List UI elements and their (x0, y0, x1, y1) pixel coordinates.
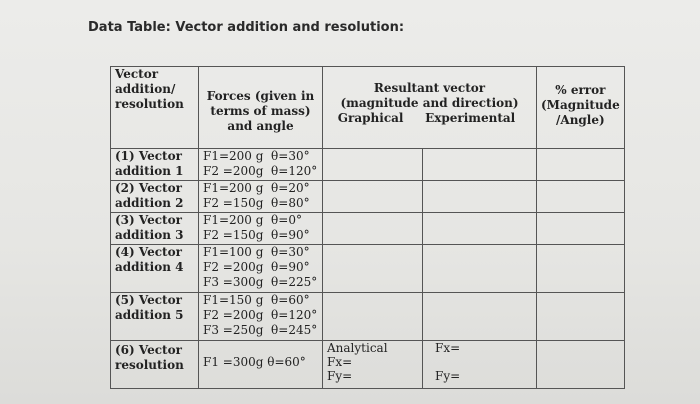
page-title: Data Table: Vector addition and resolution: (88, 20, 405, 35)
cell-error (537, 149, 625, 181)
row-label: (1) Vector addition 1 (111, 149, 199, 181)
data-table (110, 66, 625, 389)
cell-experimental (423, 213, 537, 245)
cell-graphical (323, 245, 423, 293)
cell-graphical (323, 181, 423, 213)
cell-experimental (423, 245, 537, 293)
graphical-label: Graphical (337, 111, 404, 125)
table-row (111, 293, 625, 341)
row-forces: F1=100 g θ=30° F2 =200g θ=90° F3 =300g θ=225° (199, 245, 323, 293)
resultant-label: Resultant vector (magnitude and direction) (340, 81, 519, 110)
row-forces: F1=200 g θ=30° F2 =200g θ=120° (199, 149, 323, 181)
cell-experimental-fx-fy: Fx= Fy= (423, 341, 537, 389)
row-label: (2) Vector addition 2 (111, 181, 199, 213)
header-resultant (323, 67, 537, 149)
table-row (111, 245, 625, 293)
row-label: (3) Vector addition 3 (111, 213, 199, 245)
header-forces: Forces (given in terms of mass) and angle (199, 67, 323, 149)
table-row (111, 213, 625, 245)
cell-experimental (423, 181, 537, 213)
cell-experimental (423, 293, 537, 341)
row-forces: F1=200 g θ=20° F2 =150g θ=80° (199, 181, 323, 213)
experimental-label: Experimental (425, 111, 516, 125)
row-label: (4) Vector addition 4 (111, 245, 199, 293)
row-forces: F1=200 g θ=0° F2 =150g θ=90° (199, 213, 323, 245)
resolution-row (111, 341, 625, 389)
cell-error (537, 181, 625, 213)
cell-error (537, 293, 625, 341)
cell-graphical (323, 293, 423, 341)
header-error: % error (Magnitude /Angle) (537, 67, 625, 149)
table-row (111, 149, 625, 181)
header-vector-addition: Vector addition/ resolution (111, 67, 199, 149)
row-label: (5) Vector addition 5 (111, 293, 199, 341)
cell-graphical (323, 149, 423, 181)
cell-analytical: Analytical Fx= Fy= (323, 341, 423, 389)
table-row (111, 181, 625, 213)
header-row (111, 67, 625, 149)
resolution-forces: F1 =300g θ=60° (199, 341, 323, 389)
cell-error (537, 341, 625, 389)
row-forces: F1=150 g θ=60° F2 =200g θ=120° F3 =250g θ=245° (199, 293, 323, 341)
cell-error (537, 213, 625, 245)
cell-error (537, 245, 625, 293)
cell-experimental (423, 149, 537, 181)
cell-graphical (323, 213, 423, 245)
resolution-label: (6) Vector resolution (111, 341, 199, 389)
